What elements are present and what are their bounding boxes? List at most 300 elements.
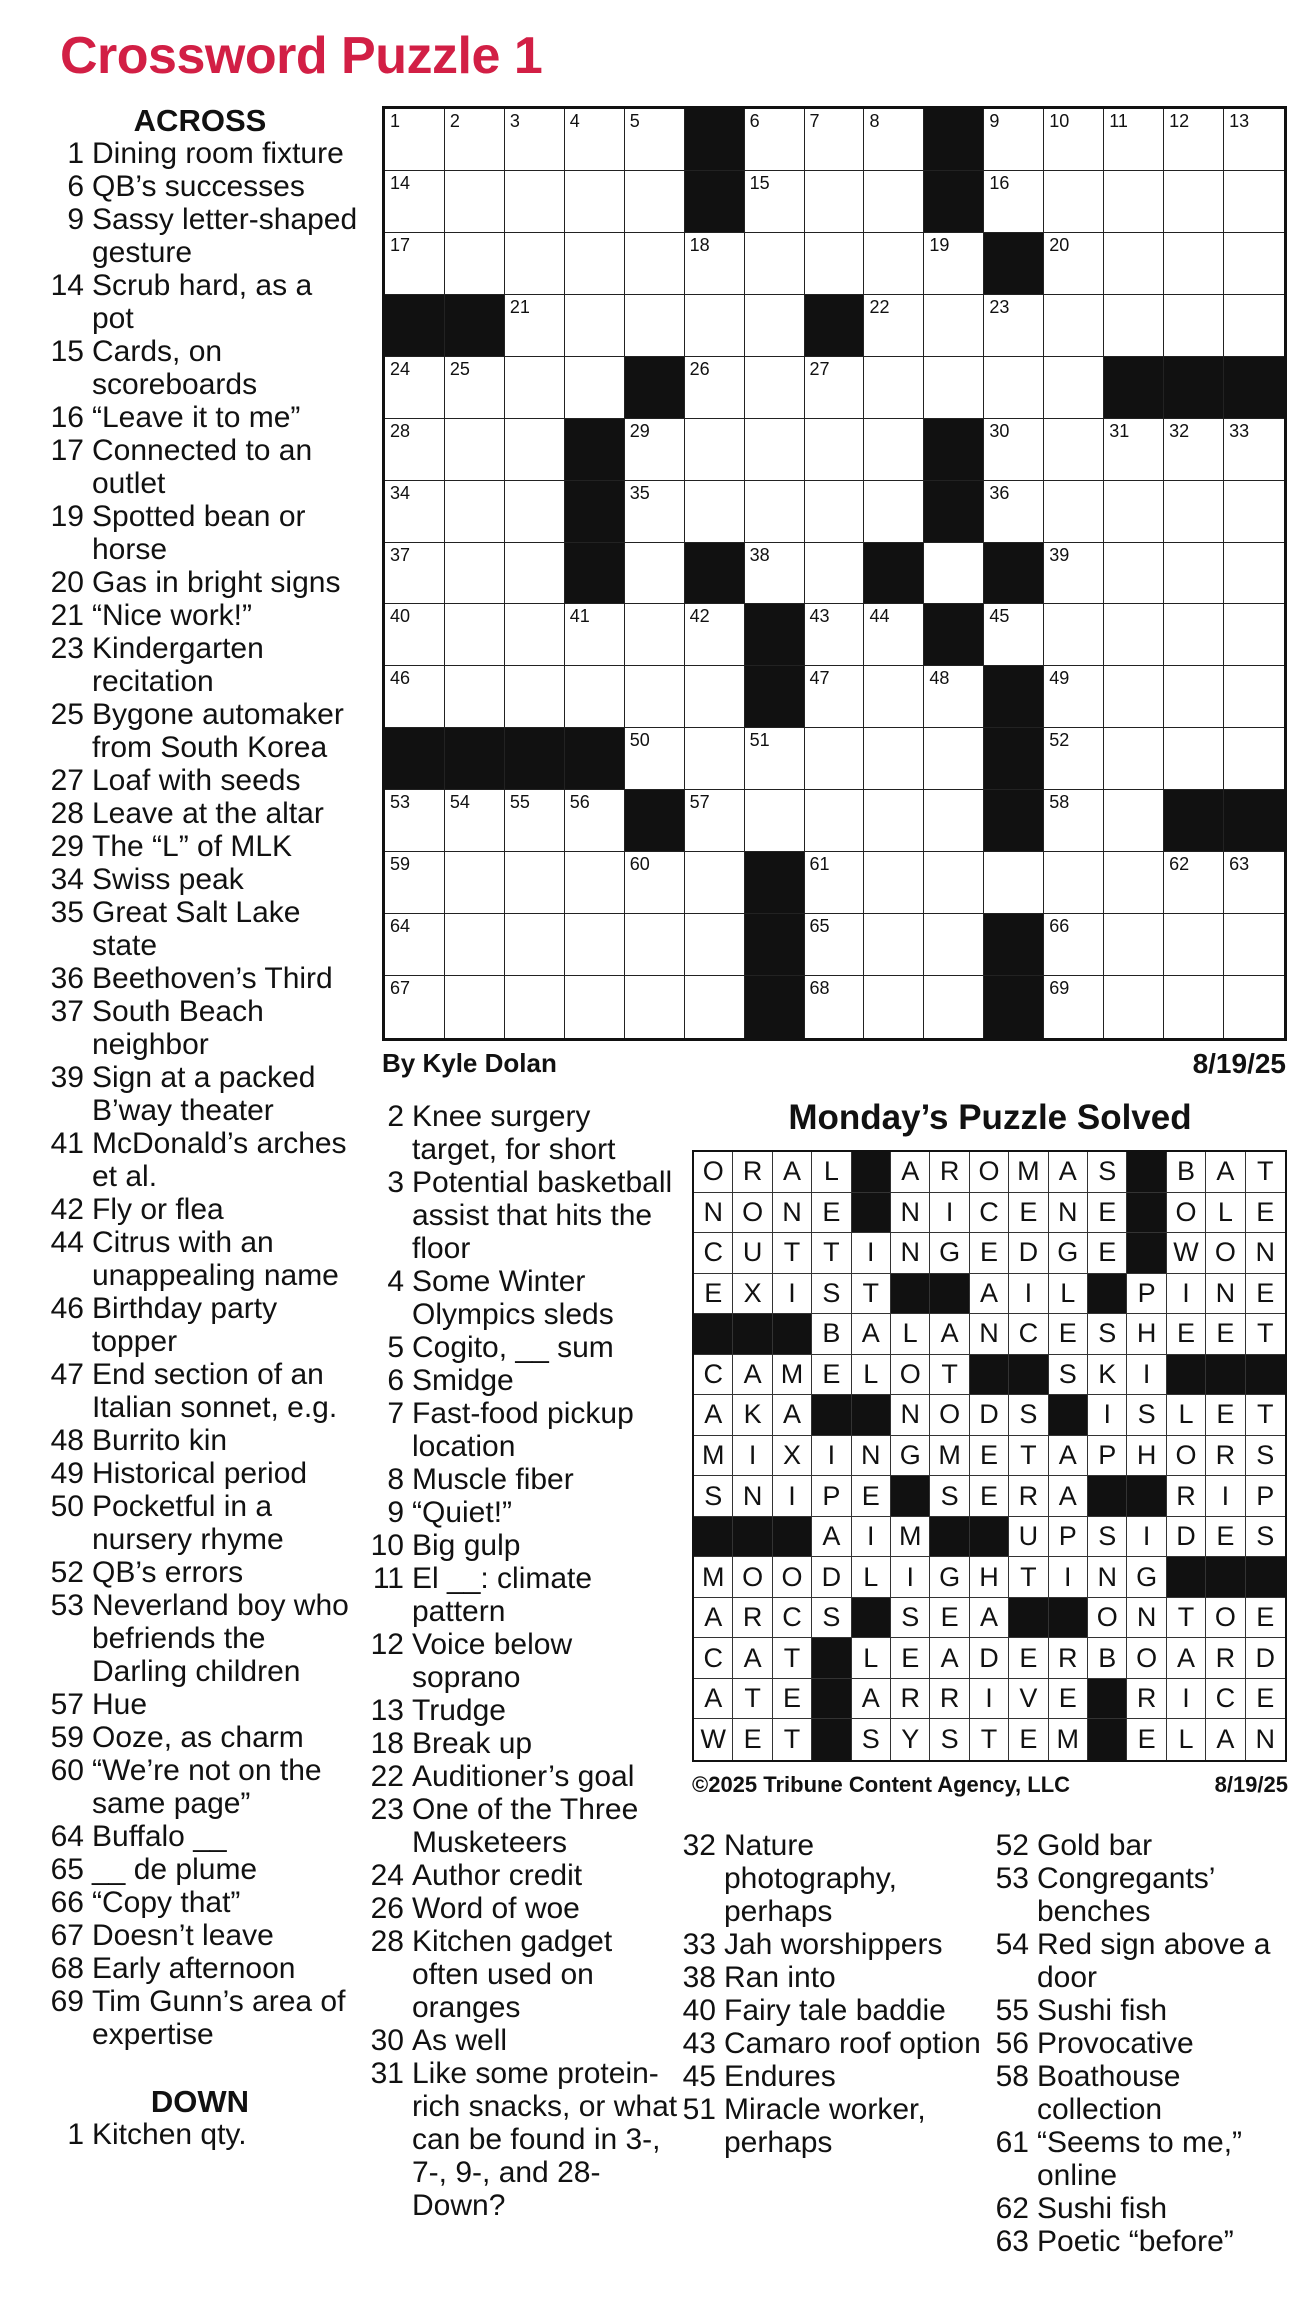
grid-cell[interactable] [1224,481,1284,543]
clue-item [40,1424,360,1457]
grid-cell[interactable] [984,852,1044,914]
grid-cell[interactable] [505,604,565,666]
grid-cell[interactable] [685,419,745,481]
grid-cell[interactable] [864,728,924,790]
solved-cell: N [773,1193,812,1234]
grid-cell[interactable] [625,914,685,976]
solved-black-square [812,1638,851,1679]
grid-cell[interactable] [1164,728,1224,790]
cell-number: 2 [449,111,460,131]
clue-item [40,1589,360,1688]
cell-number: 31 [1109,420,1130,441]
clue-number: 35 [50,896,84,929]
cell-number: 57 [689,792,710,813]
grid-cell[interactable] [805,666,865,728]
grid-cell[interactable] [385,233,445,295]
black-square [505,728,565,790]
grid-cell[interactable] [565,357,625,419]
clue-text: QB’s errors [92,1556,244,1589]
solved-black-square [1009,1598,1048,1639]
solved-cell: A [930,1314,969,1355]
grid-cell[interactable] [1164,604,1224,666]
grid-cell[interactable] [625,233,685,295]
grid-cell[interactable] [565,914,625,976]
grid-cell[interactable] [1164,543,1224,605]
grid-cell[interactable] [445,109,505,171]
solved-cell: B [812,1314,851,1355]
grid-cell[interactable] [864,852,924,914]
grid-cell[interactable] [1104,852,1164,914]
grid-cell[interactable] [445,976,505,1038]
grid-cell[interactable] [805,419,865,481]
grid-cell[interactable] [1104,171,1164,233]
grid-cell[interactable] [1044,543,1104,605]
grid-cell[interactable] [625,728,685,790]
grid-cell[interactable] [924,914,984,976]
grid-cell[interactable] [924,233,984,295]
grid-cell[interactable] [1044,976,1104,1038]
cell-number: 56 [569,792,590,813]
grid-cell[interactable] [1104,543,1164,605]
grid-cell[interactable] [445,357,505,419]
clue-text: Miracle worker, perhaps [724,2093,926,2159]
grid-cell[interactable] [685,233,745,295]
grid-cell[interactable] [864,914,924,976]
grid-cell[interactable] [1044,419,1104,481]
grid-cell[interactable] [1224,543,1284,605]
grid-cell[interactable] [1164,171,1224,233]
clue-number: 20 [50,566,84,599]
grid-cell[interactable] [805,357,865,419]
grid-cell[interactable] [1224,109,1284,171]
grid-cell[interactable] [565,790,625,852]
grid-cell[interactable] [505,790,565,852]
solved-black-square [1009,1355,1048,1396]
grid-cell[interactable] [1164,914,1224,976]
grid-cell[interactable] [385,852,445,914]
clue-item [40,203,360,269]
grid-cell[interactable] [924,852,984,914]
solved-cell: A [1206,1719,1245,1760]
grid-cell[interactable] [565,109,625,171]
grid-cell[interactable] [1044,728,1104,790]
grid-cell[interactable] [505,419,565,481]
grid-cell[interactable] [505,171,565,233]
grid-cell[interactable] [625,171,685,233]
solved-cell: L [891,1314,930,1355]
clue-text: Cogito, __ sum [412,1331,614,1364]
clue-number: 34 [50,863,84,896]
cell-number: 48 [929,668,950,689]
grid-cell[interactable] [1044,481,1104,543]
grid-cell[interactable] [805,543,865,605]
clue-number: 16 [50,401,84,434]
solved-cell: R [1206,1436,1245,1477]
grid-cell[interactable] [385,171,445,233]
grid-cell[interactable] [1164,976,1224,1038]
grid-cell[interactable] [685,976,745,1038]
clue-number: 6 [67,170,84,203]
grid-cell[interactable] [745,295,805,357]
grid-cell[interactable] [864,295,924,357]
grid-cell[interactable] [864,481,924,543]
grid-cell[interactable] [1104,604,1164,666]
grid-cell[interactable] [864,666,924,728]
grid-cell[interactable] [805,604,865,666]
grid-cell[interactable] [745,419,805,481]
solved-cell: P [812,1476,851,1517]
grid-cell[interactable] [864,233,924,295]
grid-cell[interactable] [1104,419,1164,481]
grid-cell[interactable] [625,109,685,171]
solved-cell: E [1206,1314,1245,1355]
grid-cell[interactable] [505,481,565,543]
solved-black-square [1127,1152,1166,1193]
grid-cell[interactable] [1044,790,1104,852]
grid-cell[interactable] [1044,666,1104,728]
grid-cell[interactable] [805,976,865,1038]
grid-cell[interactable] [924,666,984,728]
grid-cell[interactable] [1164,852,1224,914]
grid-cell[interactable] [1164,419,1224,481]
grid-cell[interactable] [1224,914,1284,976]
grid-cell[interactable] [864,604,924,666]
solved-cell: O [891,1355,930,1396]
grid-cell[interactable] [1224,666,1284,728]
clue-number: 31 [370,2057,404,2090]
clue-number: 27 [50,764,84,797]
cell-number: 66 [1049,916,1070,937]
solved-black-square [1049,1598,1088,1639]
clue-text: Jah worshippers [724,1928,943,1961]
clue-number: 41 [50,1127,84,1160]
solved-cell: N [1206,1274,1245,1315]
grid-cell[interactable] [565,295,625,357]
clue-text: Big gulp [412,1529,521,1562]
grid-cell[interactable] [685,295,745,357]
grid-cell[interactable] [1224,233,1284,295]
grid-cell[interactable] [984,295,1044,357]
grid-cell[interactable] [984,419,1044,481]
solved-cell: E [1246,1274,1285,1315]
grid-cell[interactable] [1224,419,1284,481]
grid-cell[interactable] [445,543,505,605]
solved-cell: M [773,1355,812,1396]
grid-cell[interactable] [625,481,685,543]
grid-cell[interactable] [984,604,1044,666]
grid-cell[interactable] [864,171,924,233]
clue-item [40,599,360,632]
grid-cell[interactable] [385,419,445,481]
clue-text: “We’re not on the same page” [92,1754,322,1820]
grid-cell[interactable] [385,357,445,419]
grid-cell[interactable] [445,233,505,295]
cell-number: 38 [749,544,770,565]
grid-cell[interactable] [1224,171,1284,233]
grid-cell[interactable] [685,604,745,666]
clue-item [672,2093,992,2159]
grid-cell[interactable] [385,604,445,666]
grid-cell[interactable] [685,728,745,790]
solved-cell: E [1246,1598,1285,1639]
solved-date: 8/19/25 [1214,1772,1288,1797]
solved-cell: N [970,1314,1009,1355]
grid-cell[interactable] [445,419,505,481]
solved-cell: A [733,1355,772,1396]
grid-cell[interactable] [1104,914,1164,976]
grid-cell[interactable] [505,109,565,171]
solved-cell: E [773,1679,812,1720]
grid-cell[interactable] [805,233,865,295]
solved-black-square [773,1314,812,1355]
solved-cell: I [1167,1274,1206,1315]
grid-cell[interactable] [625,604,685,666]
grid-cell[interactable] [685,852,745,914]
solved-cell: S [1127,1395,1166,1436]
solved-cell: S [812,1274,851,1315]
grid-cell[interactable] [1104,481,1164,543]
grid-cell[interactable] [1104,790,1164,852]
grid-cell[interactable] [625,543,685,605]
grid-cell[interactable] [805,109,865,171]
grid-cell[interactable] [445,914,505,976]
solved-cell: L [1049,1274,1088,1315]
grid-cell[interactable] [1104,109,1164,171]
grid-cell[interactable] [385,976,445,1038]
solved-black-square [1088,1679,1127,1720]
grid-cell[interactable] [505,852,565,914]
cell-number: 5 [629,111,640,131]
grid-cell[interactable] [745,171,805,233]
grid-cell[interactable] [984,171,1044,233]
grid-cell[interactable] [565,976,625,1038]
grid-cell[interactable] [1044,357,1104,419]
grid-cell[interactable] [385,914,445,976]
clue-item [40,170,360,203]
solved-cell: E [1088,1193,1127,1234]
grid-cell[interactable] [1224,852,1284,914]
grid-cell[interactable] [924,790,984,852]
grid-cell[interactable] [565,852,625,914]
grid-cell[interactable] [385,481,445,543]
grid-cell[interactable] [1044,604,1104,666]
clue-item [985,2027,1295,2060]
grid-cell[interactable] [864,419,924,481]
grid-cell[interactable] [924,543,984,605]
solved-cell: I [1127,1517,1166,1558]
grid-cell[interactable] [1104,295,1164,357]
grid-cell[interactable] [625,295,685,357]
clue-number: 44 [50,1226,84,1259]
solved-black-square [891,1274,930,1315]
grid-cell[interactable] [1224,604,1284,666]
grid-cell[interactable] [1044,233,1104,295]
clue-number: 52 [995,1829,1029,1862]
grid-cell[interactable] [505,976,565,1038]
grid-cell[interactable] [984,357,1044,419]
grid-cell[interactable] [1224,976,1284,1038]
grid-cell[interactable] [864,790,924,852]
grid-cell[interactable] [685,790,745,852]
grid-cell[interactable] [805,852,865,914]
page-title: Crossword Puzzle 1 [60,27,543,85]
cell-number: 54 [449,792,470,813]
solved-cell: P [1049,1517,1088,1558]
grid-cell[interactable] [385,790,445,852]
grid-cell[interactable] [385,109,445,171]
grid-cell[interactable] [745,790,805,852]
clue-number: 64 [50,1820,84,1853]
grid-cell[interactable] [924,357,984,419]
solved-cell: I [773,1476,812,1517]
grid-cell[interactable] [1164,295,1224,357]
clue-text: One of the Three Musketeers [412,1793,639,1859]
solved-cell: E [970,1233,1009,1274]
grid-cell[interactable] [1104,233,1164,295]
grid-cell[interactable] [924,976,984,1038]
clue-item [672,2060,992,2093]
grid-cell[interactable] [984,481,1044,543]
grid-cell[interactable] [565,171,625,233]
grid-cell[interactable] [505,233,565,295]
grid-cell[interactable] [1104,976,1164,1038]
clue-text: Spotted bean or horse [92,500,306,566]
cell-number: 43 [809,606,830,627]
grid-cell[interactable] [745,543,805,605]
solved-cell: N [1049,1193,1088,1234]
grid-cell[interactable] [864,976,924,1038]
grid-cell[interactable] [1164,481,1224,543]
solved-cell: N [733,1476,772,1517]
grid-cell[interactable] [1044,171,1104,233]
solved-cell: S [1088,1517,1127,1558]
grid-cell[interactable] [445,666,505,728]
grid-cell[interactable] [924,295,984,357]
grid-cell[interactable] [505,543,565,605]
grid-cell[interactable] [745,109,805,171]
across-heading: ACROSS [133,103,267,138]
grid-cell[interactable] [1104,666,1164,728]
black-square [984,666,1044,728]
grid-cell[interactable] [505,666,565,728]
solved-cell: H [1127,1436,1166,1477]
grid-cell[interactable] [625,976,685,1038]
grid-cell[interactable] [1044,295,1104,357]
solved-cell: O [773,1557,812,1598]
grid-cell[interactable] [445,481,505,543]
grid-cell[interactable] [1044,109,1104,171]
clue-item [40,1127,360,1193]
grid-cell[interactable] [805,790,865,852]
cell-number: 53 [390,792,411,813]
grid-cell[interactable] [565,666,625,728]
grid-cell[interactable] [1164,666,1224,728]
grid-cell[interactable] [1164,109,1224,171]
clue-item [360,1859,680,1892]
cell-number: 60 [629,854,650,875]
clue-text: Hue [92,1688,148,1721]
grid-cell[interactable] [685,481,745,543]
clue-item [40,335,360,401]
solved-black-square [1206,1355,1245,1396]
grid-cell[interactable] [864,109,924,171]
clue-text: Citrus with an unappealing name [92,1226,339,1292]
clue-text: Camaro roof option [724,2027,981,2060]
grid-cell[interactable] [984,109,1044,171]
grid-cell[interactable] [745,728,805,790]
grid-cell[interactable] [745,357,805,419]
grid-cell[interactable] [685,357,745,419]
grid-cell[interactable] [625,419,685,481]
grid-cell[interactable] [1224,295,1284,357]
clue-text: Burrito kin [92,1424,228,1457]
grid-cell[interactable] [805,914,865,976]
grid-cell[interactable] [805,728,865,790]
solved-cell: A [1206,1152,1245,1193]
grid-cell[interactable] [565,604,625,666]
grid-cell[interactable] [864,357,924,419]
clue-text: Like some protein-rich snacks, or what can be found in 3-, 7-, 9-, and 28-Down? [412,2057,678,2222]
grid-cell[interactable] [1224,728,1284,790]
clue-item [40,797,360,830]
cell-number: 67 [390,978,411,999]
solved-cell: E [1167,1314,1206,1355]
solved-cell: M [694,1436,733,1477]
solved-cell: C [1009,1314,1048,1355]
grid-cell[interactable] [1044,914,1104,976]
grid-cell[interactable] [625,666,685,728]
grid-cell[interactable] [445,790,505,852]
clue-item [40,1226,360,1292]
clue-item [40,1490,360,1556]
solved-cell: E [1009,1719,1048,1760]
solved-cell: A [733,1638,772,1679]
grid-cell[interactable] [1164,233,1224,295]
grid-cell[interactable] [745,481,805,543]
grid-cell[interactable] [805,481,865,543]
grid-cell[interactable] [685,666,745,728]
grid-cell[interactable] [445,171,505,233]
solved-cell: O [694,1152,733,1193]
down-clue-list-1 [40,2118,360,2151]
solved-cell: M [694,1557,733,1598]
grid-cell[interactable] [565,233,625,295]
grid-cell[interactable] [625,852,685,914]
crossword-grid [382,106,1287,1041]
clue-item [40,500,360,566]
grid-cell[interactable] [745,233,805,295]
solved-cell: O [733,1557,772,1598]
grid-cell[interactable] [924,728,984,790]
grid-cell[interactable] [505,295,565,357]
solved-cell: S [852,1719,891,1760]
grid-cell[interactable] [445,852,505,914]
cell-number: 10 [1049,111,1070,131]
solved-black-square [852,1152,891,1193]
clue-number: 23 [370,1793,404,1826]
grid-cell[interactable] [1044,852,1104,914]
solved-black-square [1088,1476,1127,1517]
grid-cell[interactable] [445,604,505,666]
grid-cell[interactable] [685,914,745,976]
black-square [984,728,1044,790]
grid-cell[interactable] [385,666,445,728]
grid-cell[interactable] [1104,728,1164,790]
grid-cell[interactable] [505,357,565,419]
grid-cell[interactable] [385,543,445,605]
grid-cell[interactable] [805,171,865,233]
grid-cell[interactable] [505,914,565,976]
